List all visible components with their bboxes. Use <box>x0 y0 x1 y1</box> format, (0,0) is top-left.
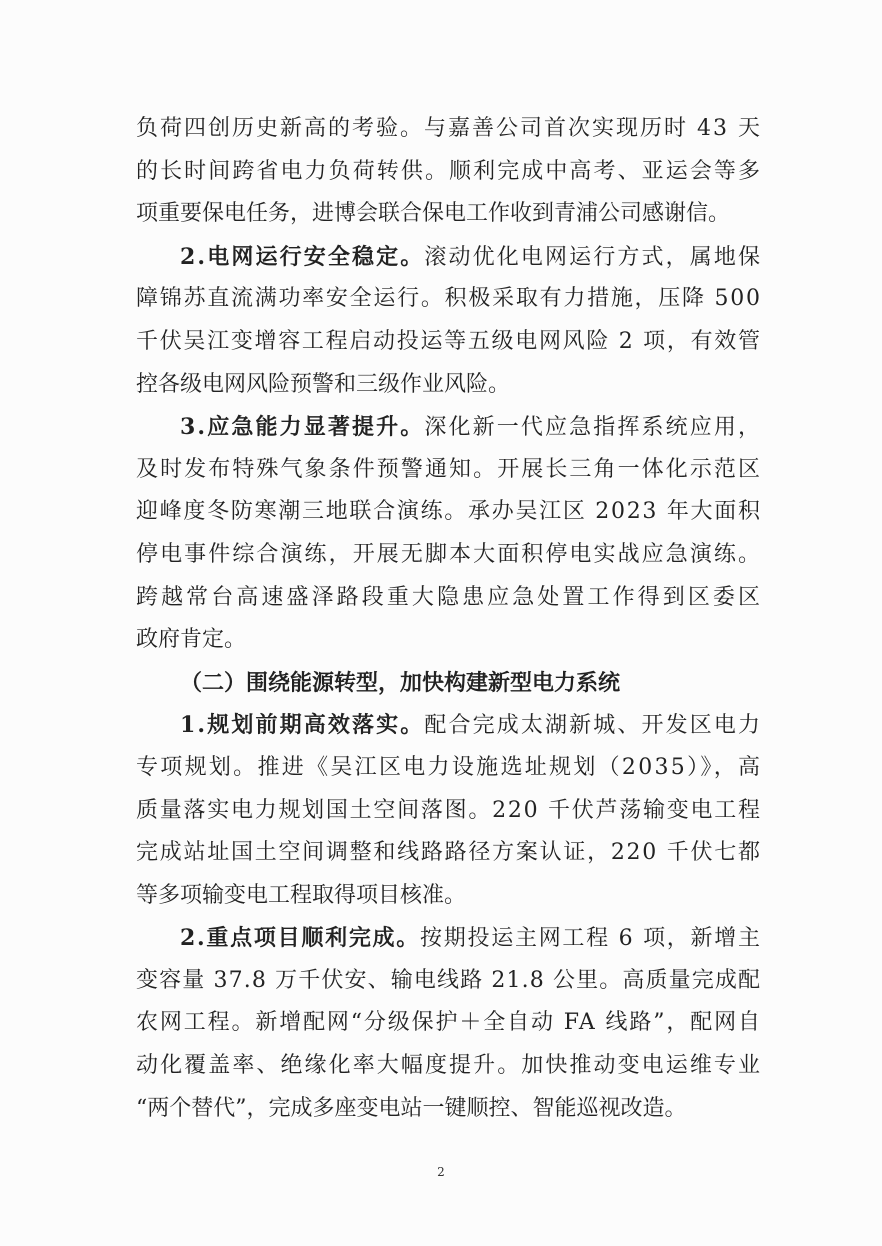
text-line-content: 深化新一代应急指挥系统应用， <box>424 415 763 441</box>
text-line-content: 控各级电网风险预警和三级作业风险。 <box>136 371 511 397</box>
text-line <box>136 1088 760 1131</box>
text-line-content: 迎峰度冬防寒潮三地联合演练。承办吴江区 2023 年大面积 <box>136 499 762 525</box>
text-line-content: 的长时间跨省电力负荷转供。顺利完成中高考、亚运会等多 <box>136 158 763 184</box>
text-line-content: 质量落实电力规划国土空间落图。220 千伏芦荡输变电工程 <box>136 797 762 823</box>
text-line-content: 滚动优化电网运行方式，属地保 <box>424 244 763 270</box>
text-line <box>136 875 760 918</box>
page-number: 2 <box>437 1165 445 1179</box>
text-line-content: 障锦苏直流满功率安全运行。积极采取有力措施，压降 500 <box>136 286 762 312</box>
text-line <box>136 108 760 151</box>
text-line <box>136 790 760 833</box>
text-line-content: 停电事件综合演练，开展无脚本大面积停电实战应急演练。 <box>136 541 763 567</box>
text-line-content: 动化覆盖率、绝缘化率大幅度提升。加快推动变电运维专业 <box>136 1053 763 1079</box>
text-line <box>136 1045 763 1088</box>
text-line <box>136 619 760 662</box>
paragraph-heading: 2.重点项目顺利完成。 <box>180 925 421 952</box>
paragraph-heading-line <box>136 917 760 960</box>
text-line-content: 及时发布特殊气象条件预警通知。开展长三角一体化示范区 <box>136 456 763 482</box>
paragraph-heading-line <box>136 704 763 747</box>
text-line <box>136 534 763 577</box>
text-line-content: 专项规划。推进《吴江区电力设施选址规划（2035）》，高 <box>136 754 763 780</box>
text-line-content: 完成站址国土空间调整和线路路径方案认证，220 千伏七都 <box>136 840 762 866</box>
paragraph-heading: 3.应急能力显著提升。 <box>180 414 425 441</box>
document-body <box>136 108 764 1130</box>
text-line <box>136 491 760 534</box>
text-line-content: “两个替代”，完成多座变电站一键顺控、智能巡视改造。 <box>136 1095 687 1121</box>
paragraph-heading: 1.规划前期高效落实。 <box>180 712 425 739</box>
text-line-content: 项重要保电任务，进博会联合保电工作收到青浦公司感谢信。 <box>136 201 731 227</box>
text-line <box>136 1002 760 1045</box>
text-line <box>136 278 760 321</box>
text-line-content: 千伏吴江变增容工程启动投运等五级电网风险 2 项，有效管 <box>136 328 762 354</box>
text-line-content: 负荷四创历史新高的考验。与嘉善公司首次实现历时 43 天 <box>136 116 762 141</box>
text-line-content: 变容量 37.8 万千伏安、输电线路 21.8 公里。高质量完成配 <box>136 967 762 993</box>
text-line-content: 跨越常台高速盛泽路段重大隐患应急处置工作得到区委区 <box>136 584 764 610</box>
text-line-content: 按期投运主网工程 6 项，新增主 <box>420 926 762 952</box>
text-line <box>136 193 760 236</box>
paragraph-heading-line <box>136 406 763 449</box>
text-line <box>136 577 764 620</box>
text-line <box>136 449 763 492</box>
text-line-content: 配合完成太湖新城、开发区电力 <box>424 713 763 739</box>
text-line <box>136 960 760 1003</box>
paragraph-heading: 2.电网运行安全稳定。 <box>180 243 425 270</box>
text-line <box>136 151 763 194</box>
text-line-content: 政府肯定。 <box>136 627 247 653</box>
section-heading: （二）围绕能源转型，加快构建新型电力系统 <box>180 669 621 696</box>
paragraph-heading-line <box>136 236 763 279</box>
text-line-content: 农网工程。新增配网“分级保护＋全自动 FA 线路”，配网自 <box>136 1010 762 1036</box>
text-line <box>136 321 760 364</box>
text-line <box>136 747 763 790</box>
text-line-content: 等多项输变电工程取得项目核准。 <box>136 882 467 908</box>
text-line <box>136 832 760 875</box>
text-line <box>136 364 760 407</box>
